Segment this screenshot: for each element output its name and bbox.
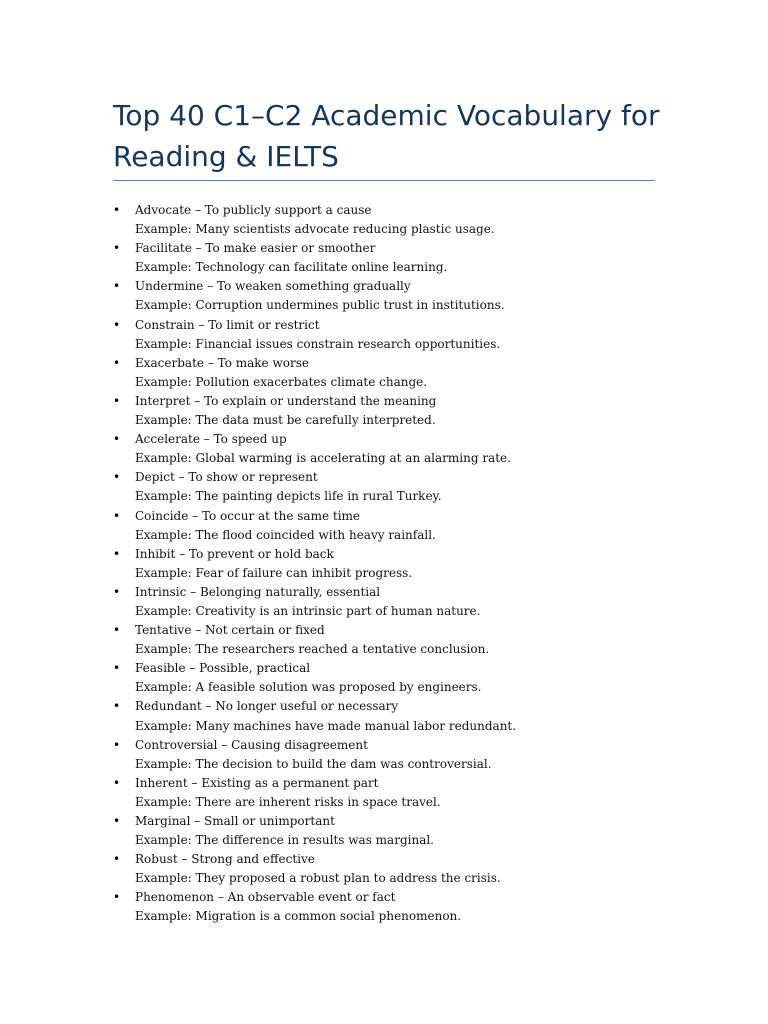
term-example: Example: Technology can facilitate online learning. — [135, 260, 448, 275]
term-definition: Tentative – Not certain or fixed — [135, 623, 325, 638]
bullet-icon: • — [113, 241, 121, 256]
term-example: Example: They proposed a robust plan to address the crisis. — [135, 871, 501, 886]
term-example: Example: Migration is a common social phenomenon. — [135, 909, 462, 924]
term-definition: Depict – To show or represent — [135, 470, 318, 485]
document-title: Top 40 C1–C2 Academic Vocabulary for Reading & IELTS — [113, 99, 660, 173]
list-item — [113, 277, 713, 315]
list-item — [113, 392, 713, 430]
term-example: Example: The data must be carefully interpreted. — [135, 413, 436, 428]
term-example: Example: A feasible solution was proposed by engineers. — [135, 680, 482, 695]
bullet-icon: • — [113, 852, 121, 867]
term-definition: Accelerate – To speed up — [135, 432, 287, 447]
bullet-icon: • — [113, 393, 121, 408]
title-underline — [113, 180, 655, 181]
bullet-icon: • — [113, 470, 121, 485]
list-item — [113, 507, 713, 545]
list-item — [113, 583, 713, 621]
list-item — [113, 316, 713, 354]
term-example: Example: Many scientists advocate reducing plastic usage. — [135, 222, 495, 237]
term-definition: Advocate – To publicly support a cause — [135, 203, 372, 217]
bullet-icon: • — [113, 432, 121, 447]
list-item — [113, 736, 713, 774]
bullet-icon: • — [113, 317, 121, 332]
term-example: Example: Global warming is accelerating at an alarming rate. — [135, 451, 511, 466]
term-definition: Inhibit – To prevent or hold back — [135, 546, 334, 561]
bullet-icon: • — [113, 775, 121, 790]
list-item — [113, 430, 713, 468]
term-example: Example: The researchers reached a tentative conclusion. — [135, 642, 490, 657]
bullet-icon: • — [113, 890, 121, 905]
term-definition: Marginal – Small or unimportant — [135, 814, 335, 828]
term-example: Example: There are inherent risks in space travel. — [135, 794, 441, 809]
bullet-icon: • — [113, 203, 121, 217]
term-example: Example: The difference in results was marginal. — [135, 833, 434, 848]
bullet-icon: • — [113, 546, 121, 561]
bullet-icon: • — [113, 623, 121, 638]
bullet-icon: • — [113, 584, 121, 599]
list-item — [113, 812, 713, 850]
term-definition: Controversial – Causing disagreement — [135, 737, 368, 752]
term-example: Example: The flood coincided with heavy rainfall. — [135, 527, 436, 542]
bullet-icon: • — [113, 279, 121, 294]
term-definition: Feasible – Possible, practical — [135, 661, 311, 676]
bullet-icon: • — [113, 355, 121, 370]
bullet-icon: • — [113, 699, 121, 714]
list-item — [113, 621, 713, 659]
bullet-icon: • — [113, 737, 121, 752]
list-item — [113, 697, 713, 735]
bullet-icon: • — [113, 661, 121, 676]
term-definition: Constrain – To limit or restrict — [135, 317, 320, 332]
list-item — [113, 468, 713, 506]
vocabulary-list — [113, 201, 713, 927]
term-definition: Phenomenon – An observable event or fact — [135, 890, 396, 905]
list-item — [113, 888, 713, 926]
term-example: Example: Many machines have made manual labor redundant. — [135, 718, 517, 733]
term-example: Example: Corruption undermines public trust in institutions. — [135, 298, 505, 313]
list-item — [113, 774, 713, 812]
list-item — [113, 354, 713, 392]
list-item — [113, 659, 713, 697]
term-definition: Intrinsic – Belonging naturally, essential — [135, 584, 381, 599]
term-example: Example: Financial issues constrain research opportunities. — [135, 336, 501, 351]
term-definition: Interpret – To explain or understand the meaning — [135, 393, 437, 408]
bullet-icon: • — [113, 508, 121, 523]
term-definition: Coincide – To occur at the same time — [135, 508, 361, 523]
term-example: Example: Fear of failure can inhibit progress. — [135, 565, 413, 580]
term-definition: Redundant – No longer useful or necessary — [135, 699, 399, 714]
term-example: Example: The painting depicts life in rural Turkey. — [135, 489, 442, 504]
list-item — [113, 850, 713, 888]
term-example: Example: Creativity is an intrinsic part of human nature. — [135, 603, 481, 618]
list-item — [113, 239, 713, 277]
list-item — [113, 201, 713, 239]
term-example: Example: The decision to build the dam was controversial. — [135, 756, 492, 771]
term-definition: Facilitate – To make easier or smoother — [135, 241, 376, 256]
term-definition: Exacerbate – To make worse — [135, 355, 309, 370]
term-definition: Inherent – Existing as a permanent part — [135, 775, 379, 790]
term-example: Example: Pollution exacerbates climate change. — [135, 374, 428, 389]
bullet-icon: • — [113, 814, 121, 828]
term-definition: Undermine – To weaken something gradually — [135, 279, 411, 294]
list-item — [113, 545, 713, 583]
term-definition: Robust – Strong and effective — [135, 852, 315, 867]
